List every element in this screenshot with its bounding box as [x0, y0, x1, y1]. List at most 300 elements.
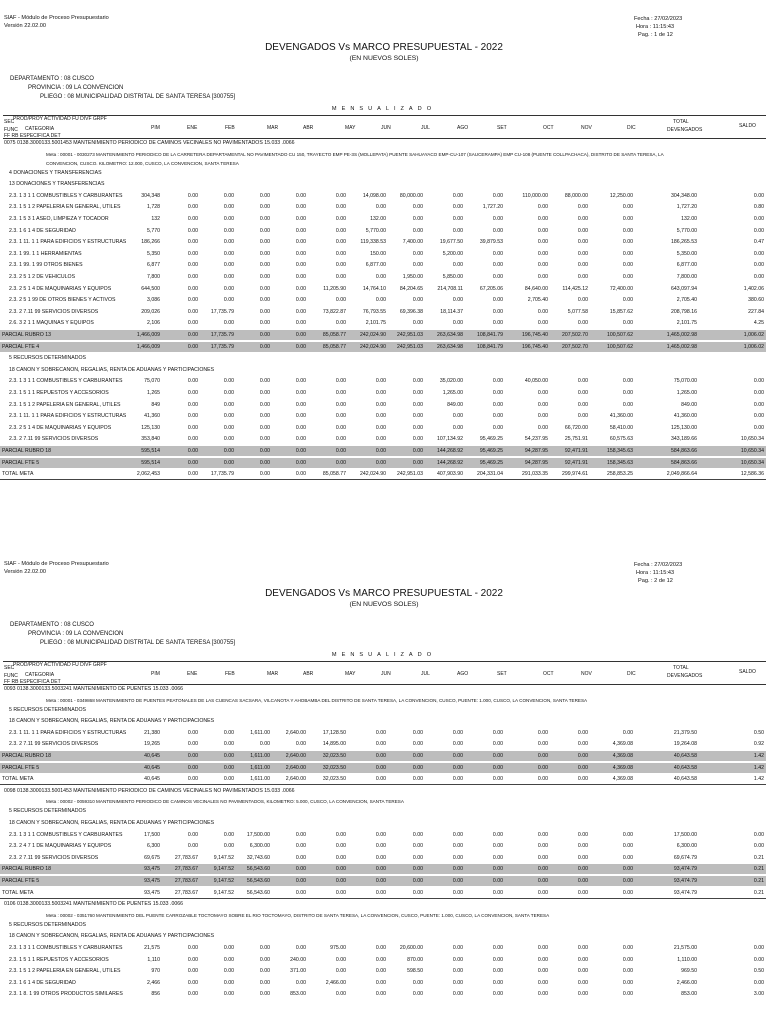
table-row: [0, 138, 766, 148]
cell-value: 150.00: [370, 250, 386, 257]
cell-value: 0.00: [622, 390, 633, 396]
cell-value: 0.00: [577, 741, 588, 748]
cell-value: 0.00: [452, 320, 463, 327]
cell-value: 0.00: [335, 390, 346, 396]
cell-value: 0.00: [187, 459, 198, 466]
cell-value: 6,300: [147, 843, 160, 850]
cell-value: 75,070.00: [673, 378, 697, 385]
cell-value: 1,265: [147, 390, 160, 396]
table-row: [0, 179, 766, 189]
cell-value: 0.00: [187, 729, 198, 736]
cell-value: 0.00: [492, 320, 503, 327]
cell-value: 0.00: [187, 968, 198, 975]
cell-value: 9,147.52: [213, 854, 234, 861]
cell-value: 0.00: [375, 956, 386, 963]
cell-value: 0.00: [577, 378, 588, 385]
cell-value: 0.00: [492, 262, 503, 269]
cell-value: 0.21: [753, 889, 764, 896]
cell-value: 299,974.61: [562, 471, 588, 478]
cell-value: 0.00: [412, 262, 423, 269]
cell-value: 0.00: [295, 332, 306, 338]
cell-value: 0.80: [753, 204, 764, 211]
cell-value: 0.00: [492, 729, 503, 736]
provincia-label: PROVINCIA : 09 LA CONVENCION: [28, 631, 124, 637]
cell-value: 85,058.77: [322, 471, 346, 478]
cell-value: 7,400.00: [402, 239, 423, 246]
cell-value: 84,204.65: [399, 285, 423, 292]
cell-value: 5,850.00: [442, 274, 463, 280]
header-prod: PROD/PROY ACTIVIDAD FU DIVF GRPF: [13, 662, 107, 668]
cell-value: 4.25: [753, 320, 764, 327]
cell-value: 0.00: [577, 274, 588, 280]
row-label: 2.3. 1 3 1 1 COMBUSTIBLES Y CARBURANTES: [9, 945, 123, 951]
cell-value: 17,500.00: [673, 831, 697, 838]
cell-value: 0.00: [335, 436, 346, 443]
cell-value: 0.00: [187, 764, 198, 771]
cell-value: 0.00: [375, 390, 386, 396]
cell-value: 0.00: [295, 250, 306, 257]
cell-value: 0.00: [452, 889, 463, 896]
cell-value: 0.00: [577, 753, 588, 759]
cell-value: 0.00: [412, 889, 423, 896]
pliego-label: PLIEGO : 08 MUNICIPALIDAD DISTRITAL DE SANTA TERESA [300755]: [40, 94, 236, 100]
cell-value: 0.00: [622, 979, 633, 986]
header-abr: ABR: [303, 125, 314, 131]
cell-value: 0.00: [537, 262, 548, 269]
table-row: [0, 774, 766, 785]
cell-value: 0.00: [577, 831, 588, 838]
table-row: [0, 214, 766, 224]
cell-value: 0.00: [223, 401, 234, 408]
cell-value: 25,751.91: [564, 436, 588, 443]
cell-value: 0.00: [335, 878, 346, 884]
cell-value: 6,877: [147, 262, 160, 269]
table-row: [0, 876, 766, 886]
table-row: [0, 684, 766, 694]
cell-value: 0.00: [537, 308, 548, 315]
cell-value: 0.00: [295, 878, 306, 884]
row-label: TOTAL META: [2, 776, 34, 783]
cell-value: 0.00: [753, 378, 764, 385]
cell-value: 0.00: [452, 956, 463, 963]
cell-value: 209,026: [141, 308, 160, 315]
cell-value: 0.00: [223, 945, 234, 951]
cell-value: 69,674.79: [673, 854, 697, 861]
cell-value: 76,793.55: [362, 308, 386, 315]
cell-value: 56,543.60: [246, 866, 270, 873]
cell-value: 0.00: [187, 471, 198, 478]
cell-value: 0.00: [622, 274, 633, 280]
cell-value: 0.00: [412, 741, 423, 748]
cell-value: 970: [151, 968, 160, 975]
cell-value: 41,360.00: [609, 413, 633, 420]
cell-value: 5,077.58: [567, 308, 588, 315]
cell-value: 144,268.92: [437, 448, 463, 454]
cell-value: 0.00: [492, 956, 503, 963]
header-oct: OCT: [543, 125, 554, 131]
cell-value: 0.00: [412, 878, 423, 884]
row-label: Meta : 00002 - 0059310 MANTENIMIENTO PERIODICO DE CAMINOS VECINALES NO PAVIMENTADOS, KILOMETRO: 5.000, CUSCO, LA CONVENCION, SANTA TERESA: [46, 799, 404, 805]
cell-value: 0.00: [753, 424, 764, 431]
cell-value: 0.00: [452, 216, 463, 222]
cell-value: 0.00: [577, 401, 588, 408]
cell-value: 1,265.00: [442, 390, 463, 396]
cell-value: 0.92: [753, 741, 764, 748]
cell-value: 0.00: [412, 753, 423, 759]
cell-value: 0.00: [537, 413, 548, 420]
header-devengados: DEVENGADOS: [667, 127, 703, 133]
cell-value: 0.00: [492, 831, 503, 838]
cell-value: 0.00: [577, 956, 588, 963]
cell-value: 0.00: [452, 866, 463, 873]
cell-value: 242,951.03: [397, 332, 423, 338]
cell-value: 0.00: [412, 729, 423, 736]
cell-value: 0.00: [537, 776, 548, 783]
cell-value: 5,770.00: [676, 227, 697, 234]
row-label: PARCIAL RUBRO 18: [2, 753, 52, 759]
cell-value: 0.00: [492, 297, 503, 304]
row-label: 2.3. 1 5 3 1 ASEO, LIMPIEZA Y TOCADOR: [9, 216, 109, 222]
cell-value: 0.00: [295, 390, 306, 396]
cell-value: 0.00: [295, 308, 306, 315]
cell-value: 353,840: [141, 436, 160, 443]
cell-value: 125,130.00: [671, 424, 697, 431]
cell-value: 1.42: [753, 753, 764, 759]
table-row: [0, 342, 766, 352]
cell-value: 4,369.08: [612, 764, 633, 771]
cell-value: 93,475: [144, 866, 160, 873]
cell-value: 0.00: [187, 979, 198, 986]
table-row: [0, 728, 766, 738]
cell-value: 0.00: [259, 436, 270, 443]
header-mar: MAR: [267, 671, 279, 677]
cell-value: 0.00: [412, 390, 423, 396]
header-ene: ENE: [187, 671, 198, 677]
cell-value: 0.00: [492, 991, 503, 998]
cell-value: 0.00: [753, 274, 764, 280]
table-row: [0, 434, 766, 444]
cell-value: 853.00: [290, 991, 306, 998]
cell-value: 93,475: [144, 878, 160, 884]
cell-value: 93,474.79: [673, 866, 697, 873]
cell-value: 32,023.50: [322, 776, 346, 783]
cell-value: 0.00: [492, 979, 503, 986]
cell-value: 0.00: [223, 297, 234, 304]
cell-value: 5,770.00: [365, 227, 386, 234]
cell-value: 100,507.62: [607, 332, 633, 338]
cell-value: 0.00: [753, 216, 764, 222]
row-label: TOTAL META: [2, 471, 34, 478]
cell-value: 0.00: [223, 390, 234, 396]
cell-value: 0.00: [335, 843, 346, 850]
header-set: SET: [497, 671, 507, 677]
header-categoria: CATEGORIA: [25, 672, 55, 678]
cell-value: 0.00: [187, 776, 198, 783]
cell-value: 1,466,009: [136, 332, 160, 338]
table-row: [0, 400, 766, 410]
cell-value: 0.00: [622, 945, 633, 951]
cell-value: 132.00: [370, 216, 386, 222]
cell-value: 21,379.50: [673, 729, 697, 736]
cell-value: 0.00: [622, 729, 633, 736]
header-pim: PIM: [151, 125, 160, 131]
cell-value: 17,128.50: [322, 729, 346, 736]
header-mar: MAR: [267, 125, 279, 131]
cell-value: 0.00: [412, 250, 423, 257]
cell-value: 0.00: [375, 878, 386, 884]
cell-value: 0.00: [223, 448, 234, 454]
cell-value: 0.00: [223, 956, 234, 963]
row-label: 2.3. 2 7.11 99 SERVICIOS DIVERSOS: [9, 854, 99, 861]
row-label: 2.3. 2 7.11 99 SERVICIOS DIVERSOS: [9, 436, 99, 443]
cell-value: 0.00: [753, 831, 764, 838]
cell-value: 0.00: [335, 297, 346, 304]
table-row: [0, 966, 766, 976]
cell-value: 0.00: [577, 968, 588, 975]
cell-value: 114,425.12: [562, 285, 588, 292]
cell-value: 17,735.79: [210, 343, 234, 350]
cell-value: 0.00: [412, 866, 423, 873]
header-feb: FEB: [225, 671, 235, 677]
cell-value: 95,469.25: [479, 459, 503, 466]
cell-value: 291,033.35: [522, 471, 548, 478]
cell-value: 2,640.00: [285, 753, 306, 759]
row-label: Meta : 00001 - 0349868 MANTENIMIENTO DE PUENTES PEATONALES DE LAS CUENCAS SACSARA, VILCANOTA Y AHOBAMBA DEL DISTRITO DE SANTA TERESA, LA CONVENCION, CUSCO, PUENTE: 1.000, CUSCO, LA CONVENCION, SANTA TERESA: [46, 697, 588, 703]
report-subtitle: (EN NUEVOS SOLES): [349, 55, 419, 62]
cell-value: 0.00: [295, 459, 306, 466]
header-jun: JUN: [381, 125, 391, 131]
cell-value: 0.00: [753, 390, 764, 396]
cell-value: 0.00: [223, 216, 234, 222]
cell-value: 0.00: [622, 320, 633, 327]
header-may: MAY: [345, 125, 356, 131]
row-label: 5 RECURSOS DETERMINADOS: [9, 808, 86, 815]
cell-value: 40,643.58: [673, 753, 697, 759]
cell-value: 5,200.00: [442, 250, 463, 257]
row-label: 2.3. 1 5 1 2 PAPELERIA EN GENERAL, UTILES: [9, 204, 121, 211]
cell-value: 0.00: [537, 729, 548, 736]
app-name: SIAF - Módulo de Proceso Presupuestario: [4, 561, 109, 567]
table-row: [0, 786, 766, 796]
cell-value: 0.00: [223, 436, 234, 443]
table-row: [0, 978, 766, 988]
row-label: 2.3. 1 5 1 2 PAPELERIA EN GENERAL, UTILES: [9, 968, 121, 975]
cell-value: 1,950.00: [402, 274, 423, 280]
cell-value: 0.00: [187, 424, 198, 431]
cell-value: 0.00: [223, 227, 234, 234]
cell-value: 0.21: [753, 854, 764, 861]
cell-value: 0.00: [223, 285, 234, 292]
header-ene: ENE: [187, 125, 198, 131]
cell-value: 1,110: [147, 956, 160, 963]
cell-value: 0.00: [259, 471, 270, 478]
column-header: [3, 115, 766, 139]
table-row: [0, 226, 766, 236]
cell-value: 0.00: [537, 843, 548, 850]
cell-value: 242,951.03: [397, 343, 423, 350]
cell-value: 17,735.79: [210, 332, 234, 338]
cell-value: 2,640.00: [285, 776, 306, 783]
cell-value: 0.00: [622, 378, 633, 385]
cell-value: 21,575: [144, 945, 160, 951]
cell-value: 870.00: [407, 956, 423, 963]
cell-value: 644,500: [141, 285, 160, 292]
cell-value: 0.00: [223, 968, 234, 975]
table-row: [0, 458, 766, 468]
cell-value: 0.00: [577, 216, 588, 222]
cell-value: 0.00: [452, 945, 463, 951]
cell-value: 1,611.00: [250, 776, 270, 783]
cell-value: 0.00: [452, 192, 463, 199]
cell-value: 380.60: [748, 297, 764, 304]
header-devengados: DEVENGADOS: [667, 673, 703, 679]
cell-value: 80,000.00: [399, 192, 423, 199]
cell-value: 0.00: [412, 204, 423, 211]
cell-value: 0.00: [223, 831, 234, 838]
cell-value: 0.00: [187, 192, 198, 199]
cell-value: 0.00: [577, 413, 588, 420]
cell-value: 0.00: [187, 945, 198, 951]
cell-value: 0.00: [187, 436, 198, 443]
cell-value: 3,086: [147, 297, 160, 304]
cell-value: 72,400.00: [609, 285, 633, 292]
table-row: [0, 330, 766, 340]
cell-value: 40,643.58: [673, 764, 697, 771]
row-label: 2.3. 1 99. 1 1 HERRAMIENTAS: [9, 250, 82, 257]
cell-value: 0.00: [622, 262, 633, 269]
cell-value: 0.00: [259, 991, 270, 998]
cell-value: 69,396.38: [399, 308, 423, 315]
cell-value: 73,822.87: [322, 308, 346, 315]
row-label: Meta : 00002 - 0351760 MANTENIMIENTO DEL PUENTE CARROZABLE TOCTOMAYO SOBRE EL RIO TOCTOMAYO, DISTRITO DE SANTA TERESA, LA CONVENCION, CUSCO, PUENTE: 1.000, CUSCO, LA CONVENCION, SANTA TERESA: [46, 912, 550, 918]
cell-value: 27,783.67: [174, 854, 198, 861]
cell-value: 643,097.94: [671, 285, 697, 292]
cell-value: 0.00: [537, 764, 548, 771]
cell-value: 0.00: [537, 390, 548, 396]
cell-value: 0.00: [622, 878, 633, 884]
cell-value: 0.00: [412, 991, 423, 998]
cell-value: 54,237.95: [524, 436, 548, 443]
table-row: [0, 469, 766, 480]
cell-value: 0.00: [259, 448, 270, 454]
row-label: 18 CANON Y SOBRECANON, REGALIAS, RENTA DE ADUANAS Y PARTICIPACIONES: [9, 933, 215, 940]
row-label: 2.3. 1 3 1 1 COMBUSTIBLES Y CARBURANTES: [9, 192, 123, 199]
cell-value: 240.00: [290, 956, 306, 963]
cell-value: 1,265.00: [676, 390, 697, 396]
cell-value: 0.00: [375, 889, 386, 896]
cell-value: 0.00: [259, 424, 270, 431]
cell-value: 0.00: [259, 227, 270, 234]
cell-value: 849: [151, 401, 160, 408]
cell-value: 0.00: [577, 227, 588, 234]
cell-value: 0.00: [375, 991, 386, 998]
row-label: 2.3. 2 7.11 99 SERVICIOS DIVERSOS: [9, 308, 99, 315]
cell-value: 56,543.60: [246, 878, 270, 884]
cell-value: 0.00: [537, 216, 548, 222]
cell-value: 0.00: [375, 764, 386, 771]
cell-value: 0.00: [335, 991, 346, 998]
table-row: [0, 888, 766, 899]
cell-value: 0.00: [259, 320, 270, 327]
cell-value: 0.00: [577, 764, 588, 771]
cell-value: 0.00: [295, 343, 306, 350]
cell-value: 0.00: [259, 262, 270, 269]
cell-value: 0.00: [492, 192, 503, 199]
cell-value: 27,783.67: [174, 878, 198, 884]
row-label: TOTAL META: [2, 889, 34, 896]
cell-value: 0.00: [223, 262, 234, 269]
cell-value: 0.00: [452, 764, 463, 771]
cell-value: 0.00: [295, 274, 306, 280]
cell-value: 17,735.79: [210, 308, 234, 315]
cell-value: 0.00: [452, 413, 463, 420]
cell-value: 0.00: [412, 378, 423, 385]
table-row: [0, 191, 766, 201]
table-row: [0, 739, 766, 749]
header-total: TOTAL: [673, 119, 689, 125]
cell-value: 0.00: [295, 320, 306, 327]
table-row: [0, 260, 766, 270]
cell-value: 0.00: [335, 956, 346, 963]
cell-value: 110,000.00: [522, 192, 548, 199]
cell-value: 0.00: [537, 979, 548, 986]
cell-value: 0.00: [622, 216, 633, 222]
cell-value: 0.00: [492, 776, 503, 783]
mensualizado-label: MENSUALIZADO: [331, 652, 437, 658]
cell-value: 10,650.34: [740, 436, 764, 443]
report-title: DEVENGADOS Vs MARCO PRESUPUESTAL - 2022: [265, 42, 503, 53]
cell-value: 598.50: [407, 968, 423, 975]
cell-value: 0.00: [295, 889, 306, 896]
cell-value: 108,841.79: [477, 332, 503, 338]
cell-value: 0.00: [452, 776, 463, 783]
cell-value: 0.00: [187, 204, 198, 211]
cell-value: 0.00: [187, 843, 198, 850]
cell-value: 1,728: [147, 204, 160, 211]
row-label: 2.3. 2 4 7 1 DE MAQUINARIAS Y EQUIPOS: [9, 843, 112, 850]
cell-value: 0.00: [375, 753, 386, 759]
cell-value: 0.00: [295, 216, 306, 222]
cell-value: 0.00: [753, 401, 764, 408]
cell-value: 0.00: [187, 332, 198, 338]
cell-value: 0.00: [622, 956, 633, 963]
cell-value: 0.00: [223, 776, 234, 783]
cell-value: 0.00: [537, 854, 548, 861]
cell-value: 1,727.20: [676, 204, 697, 211]
cell-value: 0.00: [412, 216, 423, 222]
cell-value: 0.00: [492, 764, 503, 771]
cell-value: 0.00: [335, 448, 346, 454]
cell-value: 1,110.00: [677, 956, 697, 963]
cell-value: 0.00: [492, 413, 503, 420]
cell-value: 0.00: [295, 448, 306, 454]
header-sec: SEC: [4, 665, 15, 671]
cell-value: 75,070: [144, 378, 160, 385]
cell-value: 0.00: [753, 843, 764, 850]
cell-value: 0.00: [492, 401, 503, 408]
cell-value: 0.00: [187, 262, 198, 269]
cell-value: 14,098.00: [362, 192, 386, 199]
cell-value: 125,130: [141, 424, 160, 431]
row-label: 2.3. 1 11. 1 1 PARA EDIFICIOS Y ESTRUCTURAS: [9, 239, 127, 246]
cell-value: 0.00: [187, 831, 198, 838]
row-label: 2.3. 2 5 1 4 DE MAQUINARIAS Y EQUIPOS: [9, 424, 112, 431]
cell-value: 204,331.04: [477, 471, 503, 478]
cell-value: 0.00: [622, 227, 633, 234]
cell-value: 0.00: [259, 308, 270, 315]
cell-value: 92,471.91: [564, 448, 588, 454]
cell-value: 58,410.00: [609, 424, 633, 431]
